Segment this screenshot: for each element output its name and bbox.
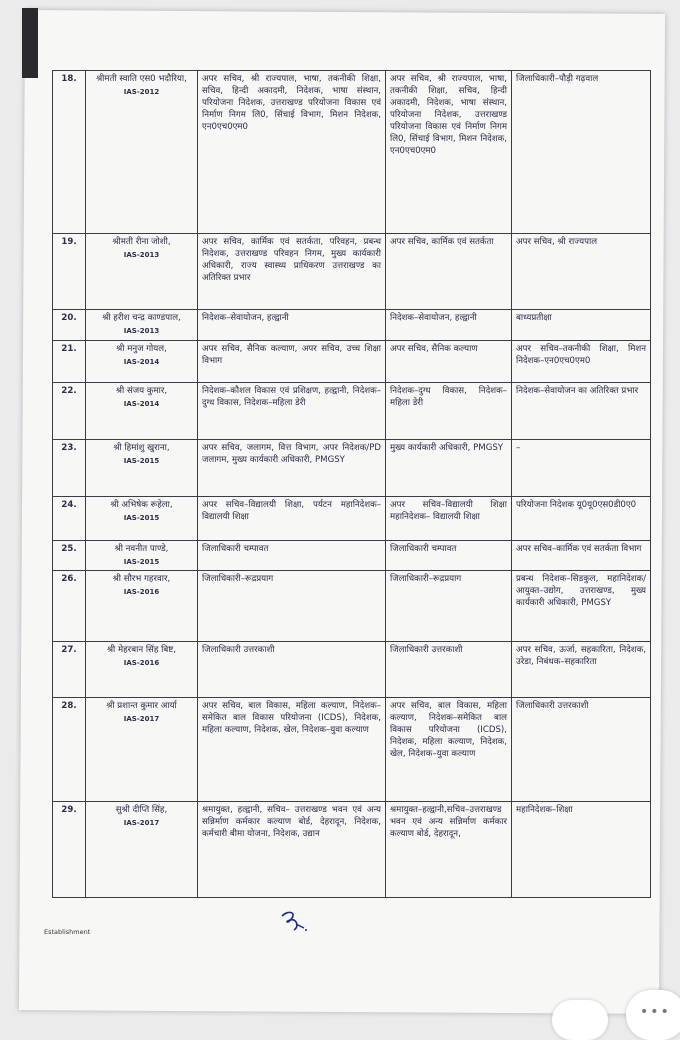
- current-posting-cell: अपर सचिव, बाल विकास, महिला कल्याण, निदेशक– समेकित बाल विकास परियोजना (ICDS), निदेशक, महिला कल्याण, निदेशक, खेल, निदेशक–युवा कल्याण: [198, 698, 386, 802]
- serial-number: 24.: [53, 497, 86, 541]
- table-row: [53, 541, 651, 571]
- retained-posting-cell: मुख्य कार्यकारी अधिकारी, PMGSY: [386, 440, 512, 497]
- serial-number: 21.: [53, 341, 86, 383]
- officer-name-cell: [86, 541, 198, 571]
- officer-name-cell: [86, 571, 198, 642]
- officer-batch: IAS-2015: [123, 514, 160, 522]
- officer-name: श्री प्रशान्त कुमार आर्या: [106, 701, 177, 711]
- current-posting-cell: अपर सचिव–विद्यालयी शिक्षा, पर्यटन महानिदेशक– विद्यालयी शिक्षा: [198, 497, 386, 541]
- officer-name: श्री हरीश चन्द्र काण्डपाल,: [102, 313, 181, 323]
- new-posting-cell: जिलाधिकारी–पौड़ी गढ़वाल: [512, 71, 651, 234]
- serial-number: 26.: [53, 571, 86, 642]
- floating-action-bubble[interactable]: [552, 1000, 608, 1040]
- table-row: [53, 341, 651, 383]
- current-posting-cell: अपर सचिव, श्री राज्यपाल, भाषा, तकनीकी शिक्षा, सचिव, हिन्दी अकादमी, निदेशक, भाषा संस्थान, परियोजना निदेशक, उत्तराखण्ड परियोजना विकास एवं निर्माण निगम लि0, सिंचाई विभाग, मिशन निदेशक, एन0एच0एम0: [198, 71, 386, 234]
- retained-posting-cell: जिलाधिकारी–रूद्रप्रयाग: [386, 571, 512, 642]
- current-posting-cell: जिलाधिकारी चम्पावत: [198, 541, 386, 571]
- retained-posting-cell: जिलाधिकारी उत्तरकाशी: [386, 642, 512, 698]
- signature-mark: [278, 908, 312, 934]
- new-posting-cell: महानिदेशक–शिक्षा: [512, 802, 651, 898]
- retained-posting-cell: अपर सचिव–विद्यालयी शिक्षा महानिदेशक– विद्यालयी शिक्षा: [386, 497, 512, 541]
- new-posting-cell: प्रबन्ध निदेशक–सिडकुल, महानिदेशक/आयुक्त–उद्योग, उत्तराखण्ड, मुख्य कार्यकारी अधिकारी, PMGSY: [512, 571, 651, 642]
- officer-batch: IAS-2013: [123, 251, 160, 259]
- officer-name: श्रीमती स्वाति एस0 भदौरिया,: [96, 74, 187, 84]
- table-row: [53, 440, 651, 497]
- more-dots-icon: •••: [640, 1004, 671, 1020]
- new-posting-cell: निदेशक–सेवायोजन का अतिरिक्त प्रभार: [512, 383, 651, 440]
- officer-name-cell: [86, 234, 198, 310]
- retained-posting-cell: निदेशक–दुग्ध विकास, निदेशक–महिला डेरी: [386, 383, 512, 440]
- table-row: [53, 310, 651, 341]
- retained-posting-cell: अपर सचिव, श्री राज्यपाल, भाषा, तकनीकी शिक्षा, सचिव, हिन्दी अकादमी, निदेशक, भाषा संस्थान, परियोजना निदेशक, उत्तराखण्ड परियोजना विकास एवं निर्माण निगम लि0, सिंचाई विभाग, मिशन निदेशक, एन0एच0एम0: [386, 71, 512, 234]
- new-posting-cell: अपर सचिव, ऊर्जा, सहकारिता, निदेशक, उरेडा, निबंधक–सहकारिता: [512, 642, 651, 698]
- officer-name: श्री अभिषेक रूहेला,: [110, 500, 173, 510]
- current-posting-cell: जिलाधिकारी उत्तरकाशी: [198, 642, 386, 698]
- new-posting-cell: परियोजना निदेशक यू0यू0एस0डी0ए0: [512, 497, 651, 541]
- officer-name-cell: [86, 341, 198, 383]
- retained-posting-cell: श्रमायुक्त–हल्द्वानी,सचिव–उत्तराखण्ड भवन एवं अन्य सन्निर्माण कर्मकार कल्याण बोर्ड, देहरादून,: [386, 802, 512, 898]
- page-edge-shadow: [22, 8, 38, 78]
- current-posting-cell: अपर सचिव, कार्मिक एवं सतर्कता, परिवहन, प्रबन्ध निदेशक, उत्तराखण्ड परिवहन निगम, मुख्य कार्यकारी अधिकारी, राज्य स्वास्थ्य प्राधिकरण उत्तराखण्ड का अतिरिक्त प्रभार: [198, 234, 386, 310]
- serial-number: 18.: [53, 71, 86, 234]
- officer-name-cell: [86, 440, 198, 497]
- new-posting-cell: अपर सचिव–तकनीकी शिक्षा, मिशन निदेशक–एन0एच0एम0: [512, 341, 651, 383]
- current-posting-cell: अपर सचिव, जलागम, वित्त विभाग, अपर निदेशक/PD जलागम, मुख्य कार्यकारी अधिकारी, PMGSY: [198, 440, 386, 497]
- table-row: [53, 383, 651, 440]
- current-posting-cell: अपर सचिव, सैनिक कल्याण, अपर सचिव, उच्च शिक्षा विभाग: [198, 341, 386, 383]
- officer-batch: IAS-2015: [123, 558, 160, 566]
- current-posting-cell: निदेशक–सेवायोजन, हल्द्वानी: [198, 310, 386, 341]
- officer-name-cell: [86, 383, 198, 440]
- officer-name-cell: [86, 310, 198, 341]
- officer-batch: IAS-2017: [123, 715, 160, 723]
- officer-batch: IAS-2017: [123, 819, 160, 827]
- officer-batch: IAS-2013: [123, 327, 160, 335]
- officer-name: श्री नवनीत पाण्डे,: [114, 544, 169, 554]
- officer-name-cell: [86, 642, 198, 698]
- table-row: [53, 571, 651, 642]
- current-posting-cell: श्रमायुक्त, हल्द्वानी, सचिव– उत्तराखण्ड भवन एवं अन्य सन्निर्माण कर्मकार कल्याण बोर्ड, देहरादून, निदेशक, कर्मचारी बीमा योजना, निदेशक, उद्यान: [198, 802, 386, 898]
- officer-batch: IAS-2016: [123, 659, 160, 667]
- serial-number: 19.: [53, 234, 86, 310]
- retained-posting-cell: निदेशक–सेवायोजन, हल्द्वानी: [386, 310, 512, 341]
- officer-name: श्री संजय कुमार,: [115, 386, 168, 396]
- new-posting-cell: अपर सचिव, श्री राज्यपाल: [512, 234, 651, 310]
- footer-establishment-label: Establishment: [44, 928, 91, 936]
- officer-transfer-table: [52, 70, 651, 898]
- officer-name: श्री मेहरबान सिंह बिष्ट,: [106, 645, 177, 655]
- current-posting-cell: निदेशक–कौशल विकास एवं प्रशिक्षण, हल्द्वानी, निदेशक– दुग्ध विकास, निदेशक–महिला डेरी: [198, 383, 386, 440]
- table-row: [53, 698, 651, 802]
- table-row: [53, 497, 651, 541]
- table-row: [53, 71, 651, 234]
- retained-posting-cell: अपर सचिव, सैनिक कल्याण: [386, 341, 512, 383]
- officer-name-cell: [86, 698, 198, 802]
- serial-number: 29.: [53, 802, 86, 898]
- officer-name: श्री मनुज गोयल,: [116, 344, 167, 354]
- more-options-button[interactable]: [626, 990, 680, 1040]
- officer-name: श्री सौरभ गहरवार,: [112, 574, 171, 584]
- officer-name: सुश्री दीप्ति सिंह,: [115, 805, 168, 815]
- officer-batch: IAS-2015: [123, 457, 160, 465]
- officer-name: श्रीमती रीना जोशी,: [112, 237, 171, 247]
- officer-batch: IAS-2014: [123, 358, 160, 366]
- officer-batch: IAS-2012: [123, 88, 160, 96]
- retained-posting-cell: अपर सचिव, बाल विकास, महिला कल्याण, निदेशक–समेकित बाल विकास परियोजना (ICDS), निदेशक, महिला कल्याण, निदेशक, खेल, निदेशक–युवा कल्याण: [386, 698, 512, 802]
- officer-batch: IAS-2016: [123, 588, 160, 596]
- serial-number: 23.: [53, 440, 86, 497]
- new-posting-cell: बाध्यप्रतीक्षा: [512, 310, 651, 341]
- retained-posting-cell: अपर सचिव, कार्मिक एवं सतर्कता: [386, 234, 512, 310]
- serial-number: 22.: [53, 383, 86, 440]
- table-row: [53, 802, 651, 898]
- new-posting-cell: जिलाधिकारी उत्तरकाशी: [512, 698, 651, 802]
- new-posting-cell: –: [512, 440, 651, 497]
- serial-number: 27.: [53, 642, 86, 698]
- officer-name-cell: [86, 802, 198, 898]
- serial-number: 28.: [53, 698, 86, 802]
- officer-name-cell: [86, 71, 198, 234]
- serial-number: 20.: [53, 310, 86, 341]
- serial-number: 25.: [53, 541, 86, 571]
- table-row: [53, 642, 651, 698]
- officer-name: श्री हिमांशु खुराना,: [113, 443, 170, 453]
- table-row: [53, 234, 651, 310]
- new-posting-cell: अपर सचिव–कार्मिक एवं सतर्कता विभाग: [512, 541, 651, 571]
- officer-batch: IAS-2014: [123, 400, 160, 408]
- current-posting-cell: जिलाधिकारी–रूद्रप्रयाग: [198, 571, 386, 642]
- officer-name-cell: [86, 497, 198, 541]
- retained-posting-cell: जिलाधिकारी चम्पावत: [386, 541, 512, 571]
